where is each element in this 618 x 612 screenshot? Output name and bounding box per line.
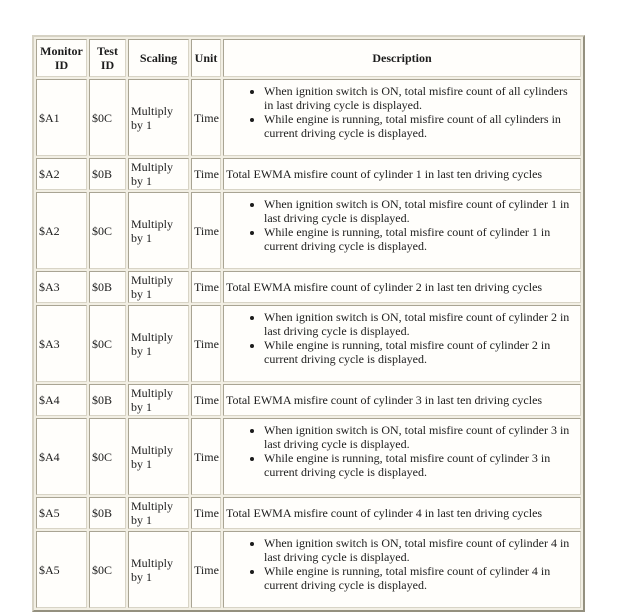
table-row [36,497,581,529]
description-bullet-list [226,423,574,479]
col-header-unit: Unit [191,39,221,77]
test-id-cell: $0B [89,497,126,529]
header-row [36,39,581,77]
unit-cell: Time [191,384,221,416]
test-id-cell: $0C [89,79,126,156]
scaling-cell: Multiply by 1 [128,271,189,303]
description-cell: Total EWMA misfire count of cylinder 1 in last ten driving cycles [223,158,581,190]
scaling-cell: Multiply by 1 [128,384,189,416]
scaling-cell: Multiply by 1 [128,158,189,190]
monitor-test-table [32,35,585,612]
test-id-cell: $0C [89,305,126,382]
test-id-cell: $0C [89,531,126,608]
description-bullet: • While engine is running, total misfire count of all cylinders in current driving cycle is displayed. [264,112,574,140]
col-header-test-id: Test ID [89,39,126,77]
description-bullet-list [226,310,574,366]
table-row [36,79,581,156]
unit-cell: Time [191,271,221,303]
description-bullet: • When ignition switch is ON, total misfire count of cylinder 3 in last driving cycle is displayed. [264,423,574,451]
unit-cell: Time [191,497,221,529]
description-bullet: • While engine is running, total misfire count of cylinder 3 in current driving cycle is displayed. [264,451,574,479]
unit-cell: Time [191,418,221,495]
col-header-scaling: Scaling [128,39,189,77]
description-cell [223,305,581,382]
table-row [36,192,581,269]
table-body [36,79,581,608]
table-row [36,531,581,608]
monitor-id-cell: $A3 [36,271,87,303]
description-bullet: • When ignition switch is ON, total misfire count of cylinder 4 in last driving cycle is displayed. [264,536,574,564]
test-id-cell: $0C [89,418,126,495]
monitor-id-cell: $A2 [36,192,87,269]
description-cell: Total EWMA misfire count of cylinder 3 in last ten driving cycles [223,384,581,416]
test-id-cell: $0B [89,271,126,303]
description-bullet-list [226,84,574,140]
monitor-id-cell: $A4 [36,384,87,416]
table-header [36,39,581,77]
description-bullet: • While engine is running, total misfire count of cylinder 1 in current driving cycle is displayed. [264,225,574,253]
scaling-cell: Multiply by 1 [128,497,189,529]
description-bullet-list [226,536,574,592]
description-cell: Total EWMA misfire count of cylinder 4 in last ten driving cycles [223,497,581,529]
monitor-id-cell: $A5 [36,497,87,529]
monitor-id-cell: $A4 [36,418,87,495]
scaling-cell: Multiply by 1 [128,79,189,156]
description-cell [223,192,581,269]
description-bullet: • While engine is running, total misfire count of cylinder 4 in current driving cycle is displayed. [264,564,574,592]
description-cell [223,531,581,608]
description-cell [223,79,581,156]
description-cell [223,418,581,495]
scaling-cell: Multiply by 1 [128,192,189,269]
table-row [36,384,581,416]
test-id-cell: $0C [89,192,126,269]
test-id-cell: $0B [89,384,126,416]
monitor-id-cell: $A3 [36,305,87,382]
col-header-monitor-id: Monitor ID [36,39,87,77]
monitor-id-cell: $A2 [36,158,87,190]
scaling-cell: Multiply by 1 [128,418,189,495]
description-bullet: • When ignition switch is ON, total misfire count of cylinder 2 in last driving cycle is displayed. [264,310,574,338]
unit-cell: Time [191,305,221,382]
description-bullet: • When ignition switch is ON, total misfire count of all cylinders in last driving cycle is displayed. [264,84,574,112]
table-row [36,271,581,303]
test-id-cell: $0B [89,158,126,190]
description-bullet: • While engine is running, total misfire count of cylinder 2 in current driving cycle is displayed. [264,338,574,366]
unit-cell: Time [191,158,221,190]
unit-cell: Time [191,79,221,156]
monitor-id-cell: $A5 [36,531,87,608]
description-bullet-list [226,197,574,253]
unit-cell: Time [191,531,221,608]
table-row [36,418,581,495]
monitor-id-cell: $A1 [36,79,87,156]
description-cell: Total EWMA misfire count of cylinder 2 in last ten driving cycles [223,271,581,303]
scaling-cell: Multiply by 1 [128,305,189,382]
col-header-description: Description [223,39,581,77]
scaling-cell: Multiply by 1 [128,531,189,608]
unit-cell: Time [191,192,221,269]
table-row [36,158,581,190]
table-row [36,305,581,382]
description-bullet: • When ignition switch is ON, total misfire count of cylinder 1 in last driving cycle is displayed. [264,197,574,225]
